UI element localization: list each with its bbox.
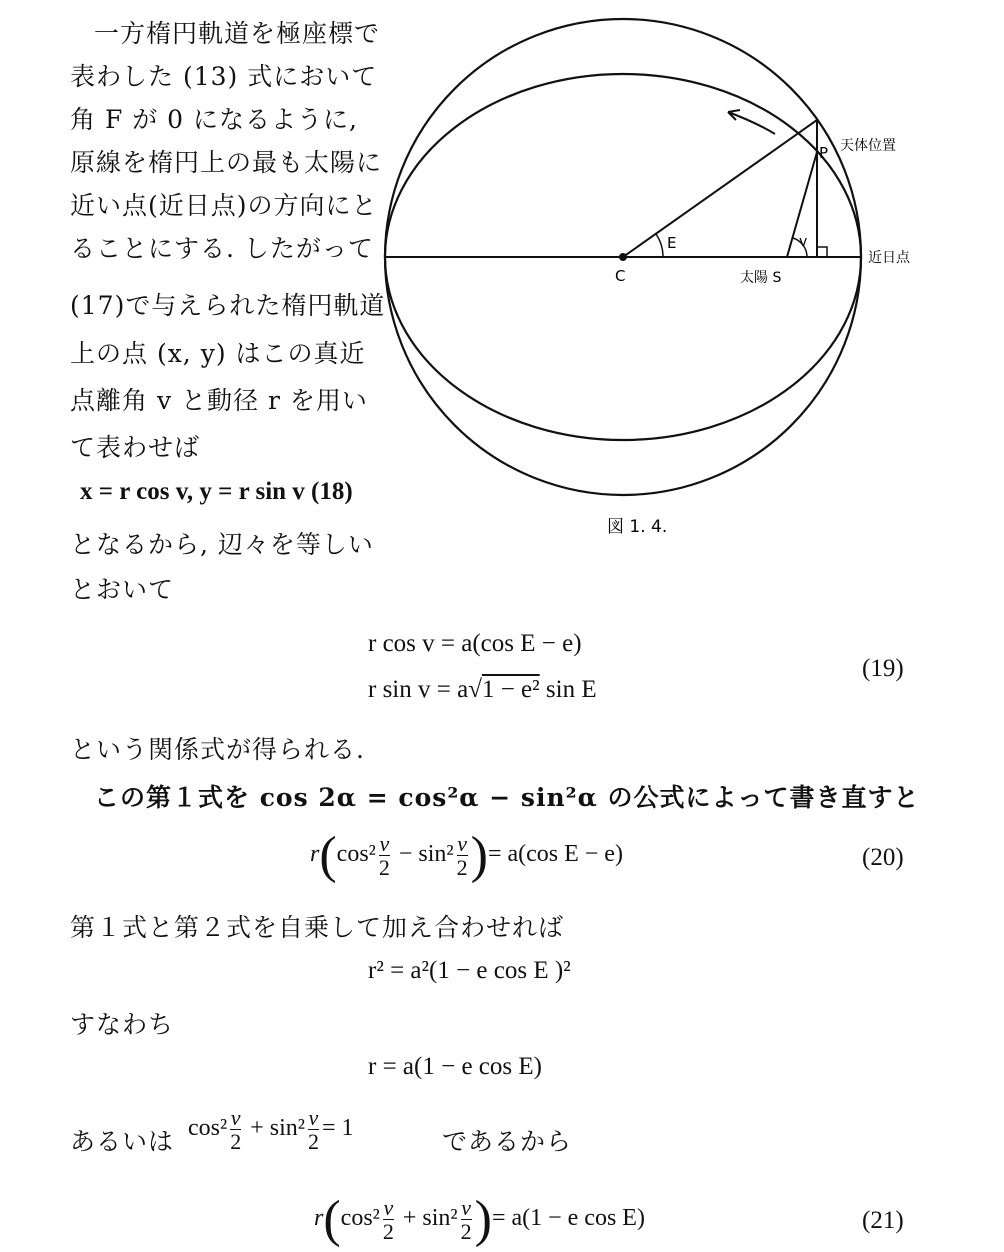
text-line: 一方楕円軌道を極座標で <box>94 19 381 48</box>
equation-20: r(cos² $\frac{v}{2}$ − sin² $\frac{v}{2}$ )= a(cos E − e) <box>310 827 623 884</box>
label-sun: 太陽 S <box>740 270 782 286</box>
equation-number-20: (20) <box>862 844 904 871</box>
fraction: $\frac{v}{2}$ <box>307 1105 319 1155</box>
text-line: 第１式と第２式を自乗して加え合わせれば <box>70 913 565 942</box>
fraction: $\frac{v}{2}$ <box>456 830 468 880</box>
radius-line <box>623 120 817 257</box>
text-line: あるいは <box>70 1127 175 1156</box>
label-C: C <box>615 267 626 285</box>
label-v: v <box>799 234 808 250</box>
equation-21: r(cos² $\frac{v}{2}$ + sin² $\frac{v}{2}$ )= a(1 − e cos E) <box>314 1191 645 1248</box>
equation-19-line1: r cos v = a(cos E − e) <box>368 630 582 657</box>
sqrt-content: 1 − e² <box>481 676 540 703</box>
center-point <box>619 253 627 261</box>
label-E: E <box>667 234 677 252</box>
text-line: 表わした (13) 式において <box>70 62 378 91</box>
text-line: て表わせば <box>70 433 201 462</box>
fraction: $\frac{v}{2}$ <box>230 1105 242 1155</box>
equation-number-21: (21) <box>862 1207 904 1234</box>
text-line: 角 F が 0 になるように, <box>70 105 358 134</box>
fraction: $\frac{v}{2}$ <box>378 830 390 880</box>
text-line: 点離角 v と動径 r を用い <box>70 386 368 415</box>
text-line: であるから <box>442 1127 573 1156</box>
label-body-position: 天体位置 <box>840 138 896 154</box>
text-line: 近い点(近日点)の方向にと <box>70 191 378 220</box>
eq-part: cos² <box>336 841 376 868</box>
label-perihelion: 近日点 <box>868 250 910 266</box>
orbit-figure <box>0 0 1004 560</box>
direction-arrow-icon <box>728 110 775 134</box>
eq-part: r <box>310 841 320 868</box>
fraction: $\frac{v}{2}$ <box>460 1194 472 1244</box>
label-P: P <box>819 144 829 162</box>
angle-E-arc <box>656 234 663 257</box>
equation-number-19: (19) <box>862 655 904 682</box>
fraction: $\frac{v}{2}$ <box>382 1194 394 1244</box>
equation-19-line2: r sin v = a√1 − e² sin E <box>368 676 597 703</box>
text-line: 上の点 (x, y) はこの真近 <box>70 339 366 368</box>
text-line: となるから, 辺々を等しい <box>70 530 374 559</box>
right-angle-mark <box>817 247 827 257</box>
text-line: 原線を楕円上の最も太陽に <box>70 148 383 177</box>
equation-r: r = a(1 − e cos E) <box>368 1053 542 1080</box>
equation-18: x = r cos v, y = r sin v (18) <box>80 478 353 505</box>
eq-part: sin E <box>539 676 597 703</box>
eq-part: r <box>314 1205 324 1232</box>
text-line: この第１式を cos 2α = cos²α − sin²α の公式によって書き直すと <box>94 783 920 812</box>
text-line: すなわち <box>70 1010 175 1039</box>
text-line: とおいて <box>70 575 175 604</box>
identity-equation: cos² $\frac{v}{2}$ + sin² $\frac{v}{2}$ = 1 <box>188 1105 354 1155</box>
text-line: という関係式が得られる. <box>70 735 365 764</box>
figure-caption: 図 1. 4. <box>607 517 668 537</box>
text-line: (17)で与えられた楕円軌道 <box>70 291 386 320</box>
eq-part: r sin v = a <box>368 676 469 703</box>
equation-r-squared: r² = a²(1 − e cos E )² <box>368 957 571 984</box>
text-line: ることにする. したがって <box>70 234 374 263</box>
